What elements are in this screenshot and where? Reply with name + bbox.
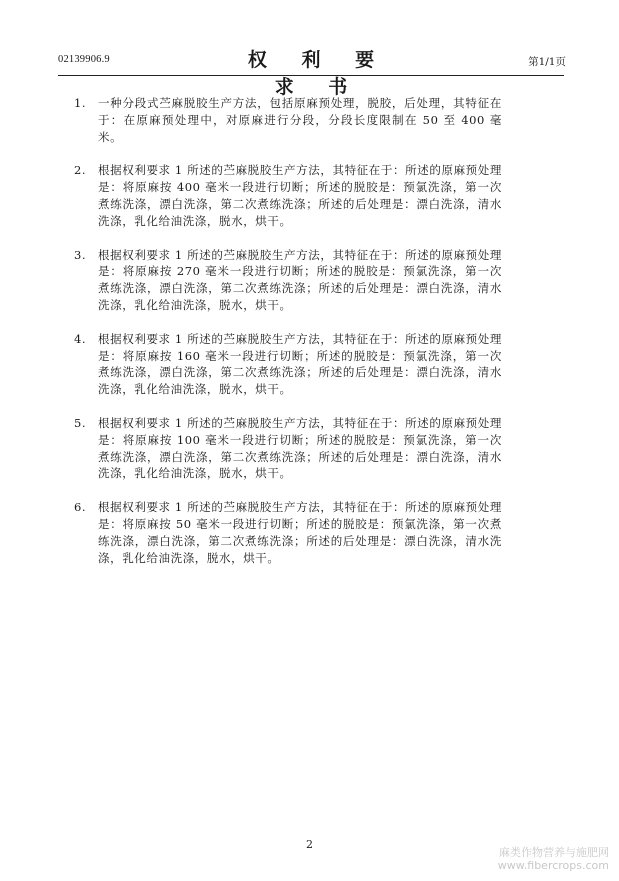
- site-watermark: [498, 846, 609, 872]
- claim-item: [74, 331, 502, 398]
- claim-number: 4.: [74, 331, 87, 346]
- header-divider: [58, 75, 564, 76]
- claim-number: 2.: [74, 163, 87, 178]
- page-indicator: 第1/1页: [528, 56, 566, 68]
- claim-number: 1.: [74, 96, 87, 110]
- watermark-site-url: www.fibercrops.com: [497, 859, 609, 872]
- claim-item: [74, 499, 502, 566]
- claim-item: [74, 247, 502, 314]
- claim-number: 3.: [74, 247, 87, 262]
- claim-item: [74, 415, 502, 482]
- claim-text: 一种分段式苎麻脱胶生产方法，包括原麻预处理，脱胶，后处理，其特征在于：在原麻预处理中，对原麻进行分段，分段长度限制在 50 至 400 毫米。: [98, 96, 502, 144]
- claim-item: [74, 162, 502, 229]
- watermark-site-name: 麻类作物营养与施肥网: [499, 846, 609, 859]
- claim-number: 6.: [74, 500, 87, 515]
- claim-text: 根据权利要求 1 所述的苎麻脱胶生产方法，其特征在于：所述的原麻预处理是：将原麻按 160 毫米一段进行切断；所述的脱胶是：预氯洗涤，第一次煮练洗涤，漂白洗涤，第二次煮练洗涤；所述的后处理是：漂白洗涤，清水洗涤，乳化给油洗涤，脱水，烘干。: [98, 331, 502, 397]
- claim-text: 根据权利要求 1 所述的苎麻脱胶生产方法，其特征在于：所述的原麻预处理是：将原麻按 400 毫米一段进行切断；所述的脱胶是：预氯洗涤，第一次煮练洗涤，漂白洗涤，第二次煮练洗涤；所述的后处理是：漂白洗涤，清水洗涤，乳化给油洗涤，脱水，烘干。: [98, 163, 502, 228]
- claim-number: 5.: [74, 415, 87, 430]
- document-title: 权 利 要 求 书: [247, 49, 389, 98]
- claim-item: [74, 95, 502, 145]
- application-number: 02139906.9: [58, 54, 110, 65]
- claim-text: 根据权利要求 1 所述的苎麻脱胶生产方法，其特征在于：所述的原麻预处理是：将原麻按 270 毫米一段进行切断；所述的脱胶是：预氯洗涤，第一次煮练洗涤，漂白洗涤，第二次煮练洗涤；所述的后处理是：漂白洗涤，清水洗涤，乳化给油洗涤，脱水，烘干。: [98, 247, 502, 312]
- claims-list: [74, 95, 502, 583]
- page-header: [58, 44, 566, 98]
- claim-text: 根据权利要求 1 所述的苎麻脱胶生产方法，其特征在于：所述的原麻预处理是：将原麻按 50 毫米一段进行切断；所述的脱胶是：预氯洗涤，第一次煮练洗涤，漂白洗涤，第二次煮练洗涤；所述的后处理是：漂白洗涤，清水洗涤，乳化给油洗涤，脱水，烘干。: [98, 500, 502, 565]
- claim-text: 根据权利要求 1 所述的苎麻脱胶生产方法，其特征在于：所述的原麻预处理是：将原麻按 100 毫米一段进行切断；所述的脱胶是：预氯洗涤，第一次煮练洗涤，漂白洗涤，第二次煮练洗涤；所述的后处理是：漂白洗涤，清水洗涤，乳化给油洗涤，脱水，烘干。: [98, 415, 502, 481]
- page-number: 2: [306, 838, 313, 851]
